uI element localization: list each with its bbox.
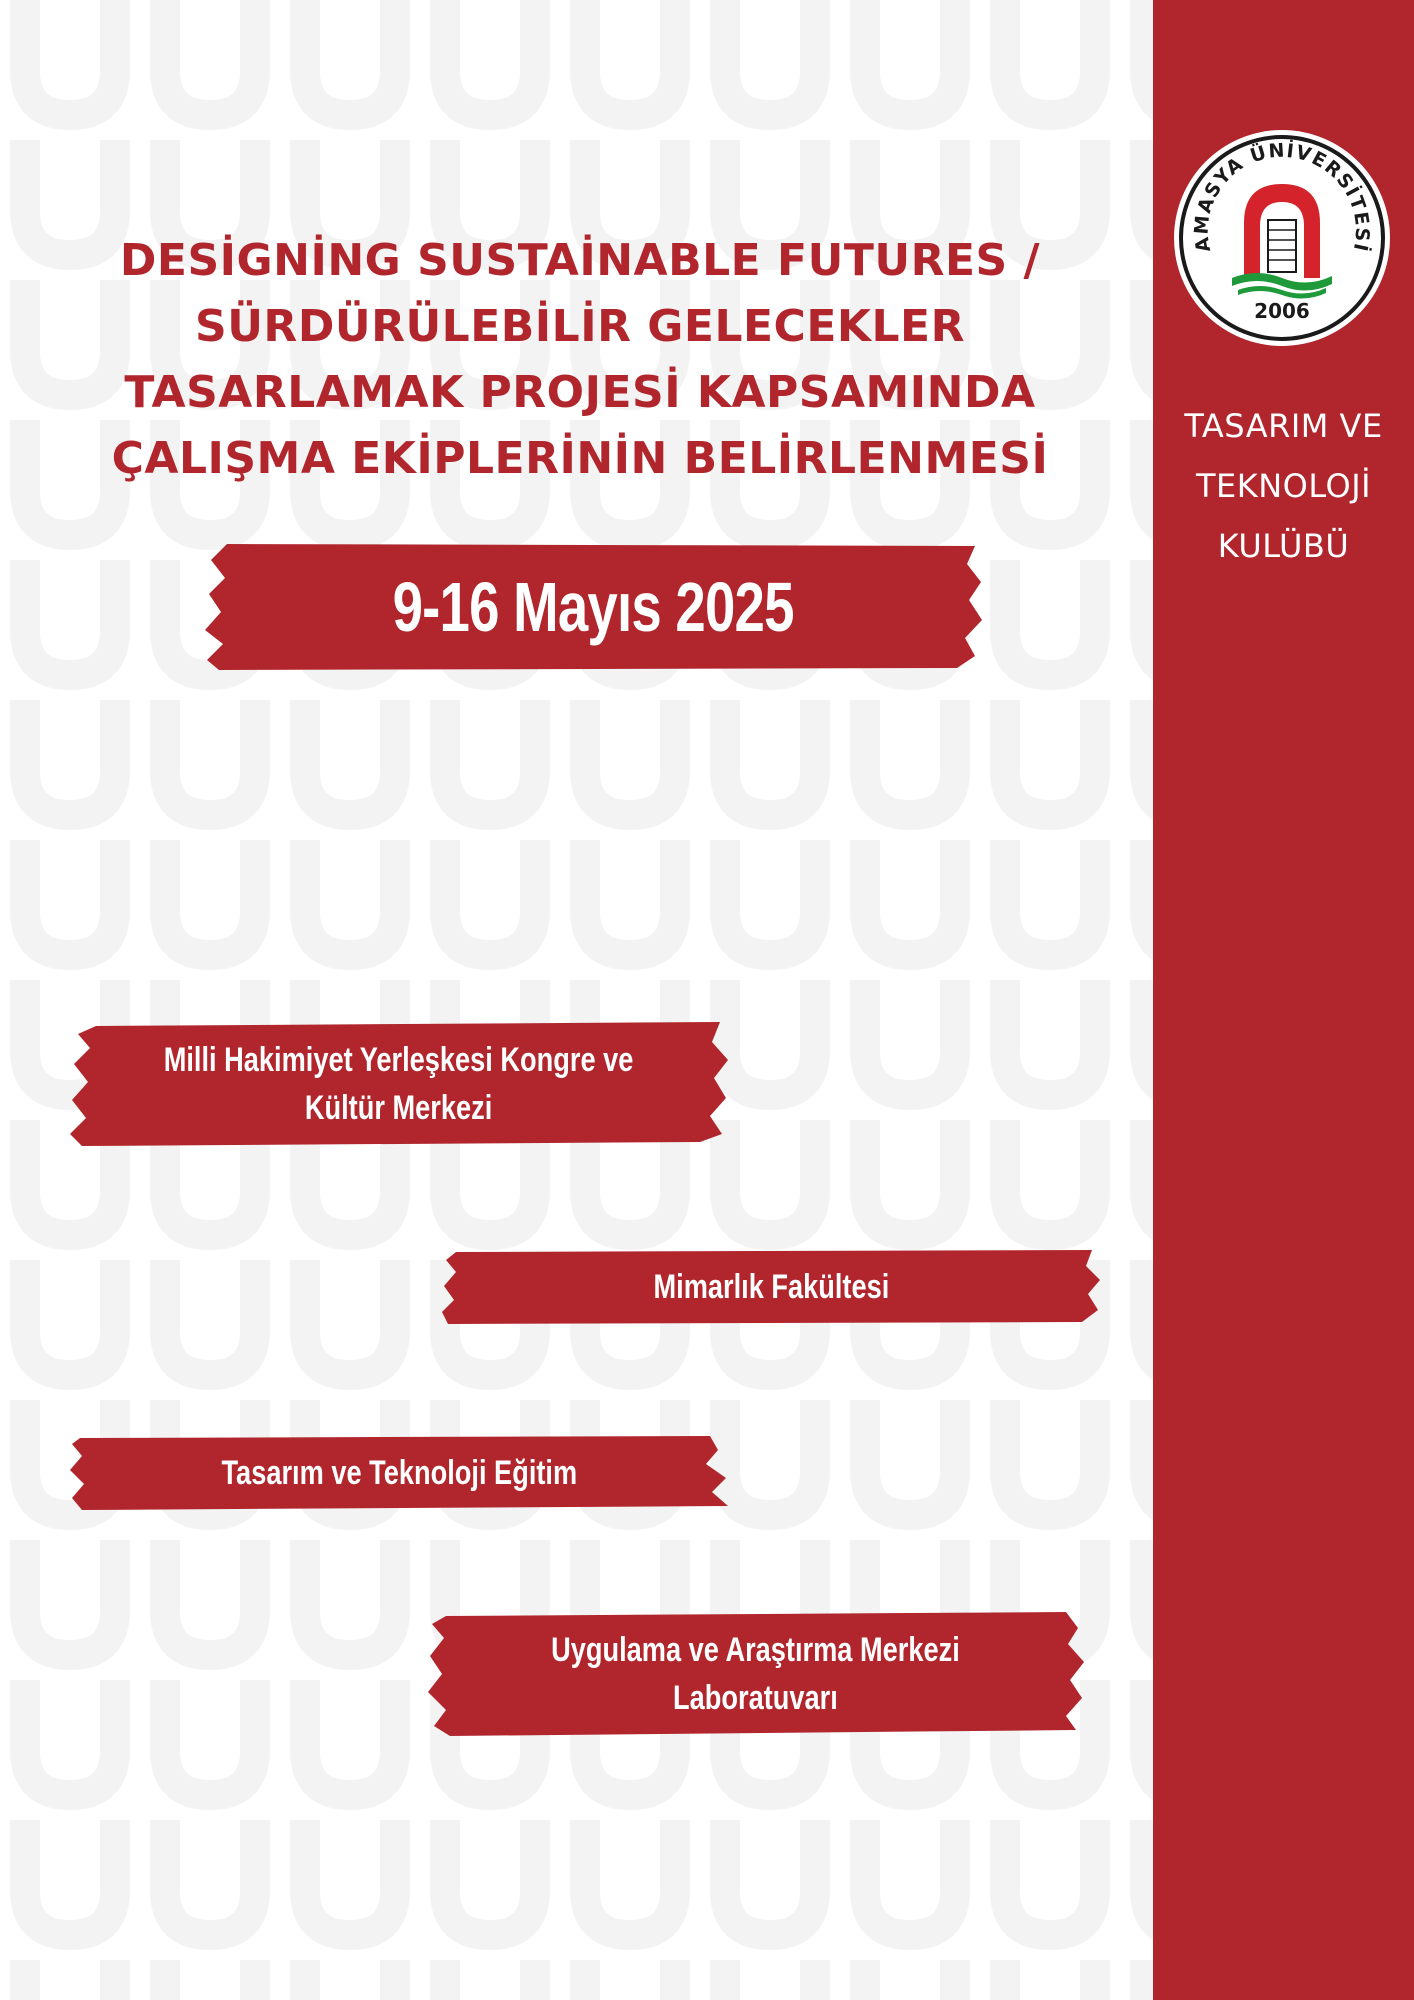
headline-line: DESİGNİNG SUSTAİNABLE FUTURES / [119, 235, 1041, 286]
university-logo [1172, 128, 1392, 348]
location-label [551, 1626, 960, 1722]
headline-line: ÇALIŞMA EKİPLERİNİN BELİRLENMESİ [111, 433, 1049, 484]
svg-text:AMASYA ÜNİVERSİTESİ: AMASYA ÜNİVERSİTESİ [1190, 139, 1374, 255]
location-banner [442, 1250, 1100, 1324]
headline [40, 228, 1120, 492]
location-banner [426, 1612, 1084, 1736]
location-line: Uygulama ve Araştırma Merkezi [550, 1631, 960, 1669]
club-name-line: KULÜBÜ [1217, 527, 1350, 565]
location-label [164, 1036, 634, 1132]
location-line: Milli Hakimiyet Yerleşkesi Kongre ve [164, 1041, 634, 1079]
location-line: Mimarlık Fakültesi [653, 1268, 889, 1306]
location-label [653, 1263, 889, 1311]
date-banner [205, 542, 982, 672]
svg-text:2006: 2006 [1254, 299, 1310, 323]
location-label [221, 1449, 577, 1497]
club-name-line: TASARIM VE [1184, 407, 1383, 445]
headline-line: TASARLAMAK PROJESİ KAPSAMINDA [124, 367, 1036, 418]
club-name-line: TEKNOLOJİ [1195, 467, 1372, 505]
date-label: 9-16 Mayıs 2025 [392, 568, 795, 646]
club-name [1153, 396, 1414, 576]
location-line: Tasarım ve Teknoloji Eğitim [221, 1454, 577, 1492]
location-line: Laboratuvarı [672, 1679, 838, 1717]
location-banner [70, 1436, 728, 1510]
headline-line: SÜRDÜRÜLEBİLİR GELECEKLER [195, 301, 965, 352]
location-line: Kültür Merkezi [305, 1089, 493, 1127]
location-banner [70, 1022, 728, 1146]
